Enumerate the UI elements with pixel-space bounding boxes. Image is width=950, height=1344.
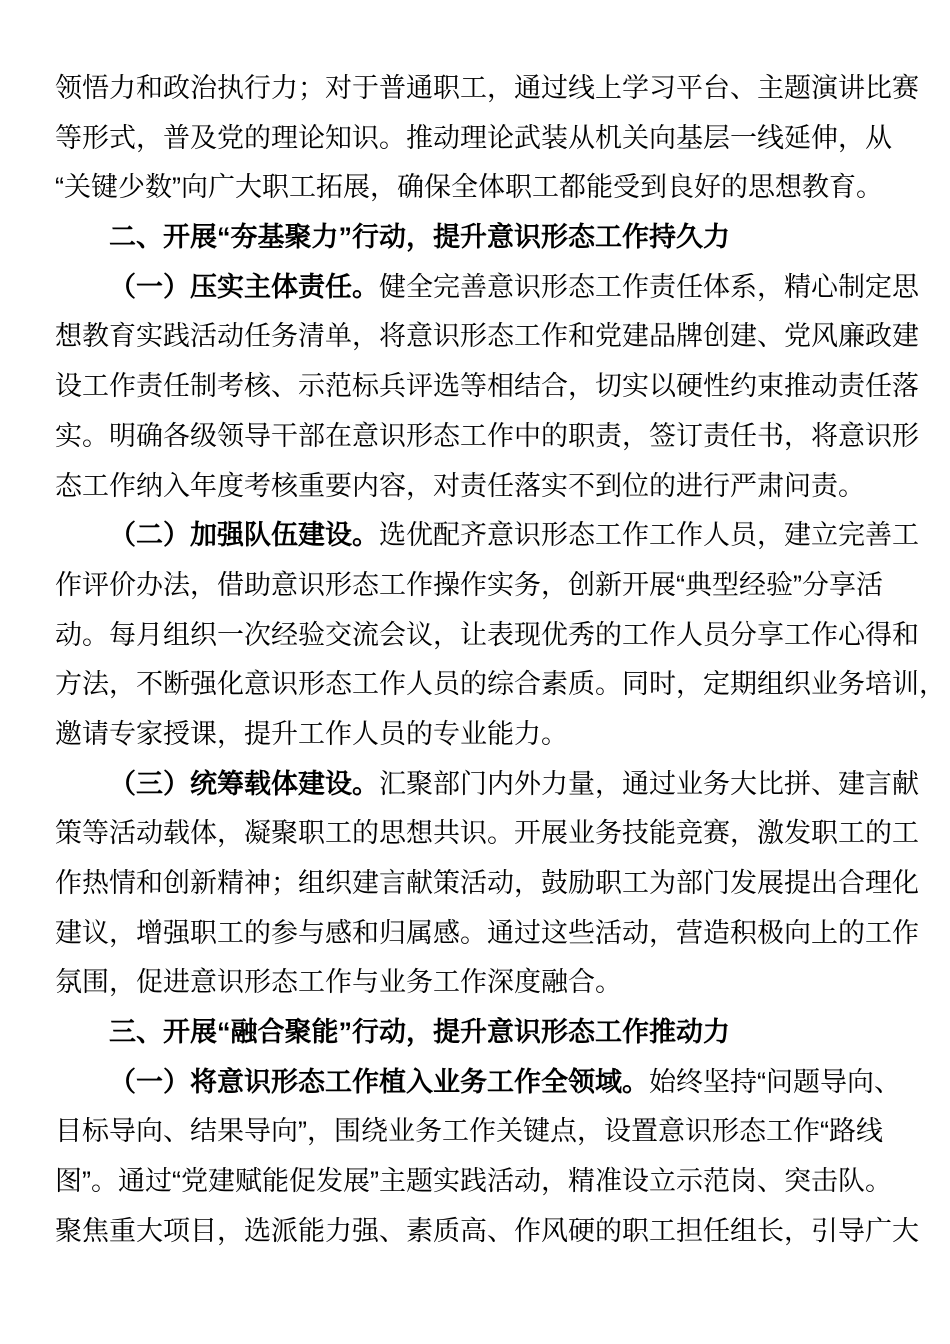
- text-line: 建议，增强职工的参与感和归属感。通过这些活动，营造积极向上的工作: [55, 917, 919, 948]
- text-line: 氛围，促进意识形态工作与业务工作深度融合。: [55, 967, 622, 998]
- paragraph-run-in-label: （一）压实主体责任。: [109, 271, 379, 302]
- section-heading: 三、开展“融合聚能”行动，提升意识形态工作推动力: [109, 1017, 730, 1048]
- text-line: 作热情和创新精神；组织建言献策活动，鼓励职工为部门发展提出合理化: [55, 868, 919, 898]
- section-heading: 二、开展“夯基聚力”行动，提升意识形态工作持久力: [109, 222, 730, 253]
- text-line: 设工作责任制考核、示范标兵评选等相结合，切实以硬性约束推动责任落: [55, 371, 919, 402]
- paragraph-run-in-label: （三）统筹载体建设。: [109, 768, 379, 799]
- text-line: 邀请专家授课，提升工作人员的专业能力。: [55, 718, 568, 749]
- paragraph-text: 始终坚持“问题导向、: [649, 1066, 901, 1097]
- text-line: [55, 511, 919, 561]
- text-line: 领悟力和政治执行力；对于普通职工，通过线上学习平台、主题演讲比赛: [55, 73, 919, 103]
- text-line: 实。明确各级领导干部在意识形态工作中的职责，签订责任书，将意识形: [55, 420, 919, 451]
- text-line: 策等活动载体，凝聚职工的思想共识。开展业务技能竞赛，激发职工的工: [55, 818, 919, 849]
- text-line: 作评价办法，借助意识形态工作操作实务，创新开展“典型经验”分享活: [55, 569, 883, 600]
- paragraph-text: 选优配齐意识形态工作工作人员，建立完善工: [379, 520, 919, 551]
- paragraph-run-in-label: （二）加强队伍建设。: [109, 520, 379, 551]
- text-line: 等形式，普及党的理论知识。推动理论武装从机关向基层一线延伸，从: [55, 122, 892, 153]
- text-line: “关键少数”向广大职工拓展，确保全体职工都能受到良好的思想教育。: [55, 172, 883, 203]
- text-line: 聚焦重大项目，选派能力强、素质高、作风硬的职工担任组长，引导广大: [55, 1215, 919, 1246]
- paragraph-text: 健全完善意识形态工作责任体系，精心制定思: [379, 271, 919, 302]
- text-line: [55, 1058, 901, 1108]
- text-line: [55, 760, 919, 810]
- text-line: 方法，不断强化意识形态工作人员的综合素质。同时，定期组织业务培训，: [55, 669, 946, 700]
- paragraph-text: 汇聚部门内外力量，通过业务大比拼、建言献: [379, 768, 919, 799]
- text-line: 目标导向、结果导向”，围绕业务工作关键点，设置意识形态工作“路线: [55, 1116, 883, 1147]
- text-line: [55, 263, 919, 313]
- text-line: 态工作纳入年度考核重要内容，对责任落实不到位的进行严肃问责。: [55, 470, 865, 501]
- text-line: 想教育实践活动任务清单，将意识形态工作和党建品牌创建、党风廉政建: [55, 321, 919, 352]
- text-line: 动。每月组织一次经验交流会议，让表现优秀的工作人员分享工作心得和: [55, 619, 919, 650]
- text-line: 图”。通过“党建赋能促发展”主题实践活动，精准设立示范岗、突击队。: [55, 1166, 892, 1197]
- paragraph-run-in-label: （一）将意识形态工作植入业务工作全领域。: [109, 1066, 649, 1097]
